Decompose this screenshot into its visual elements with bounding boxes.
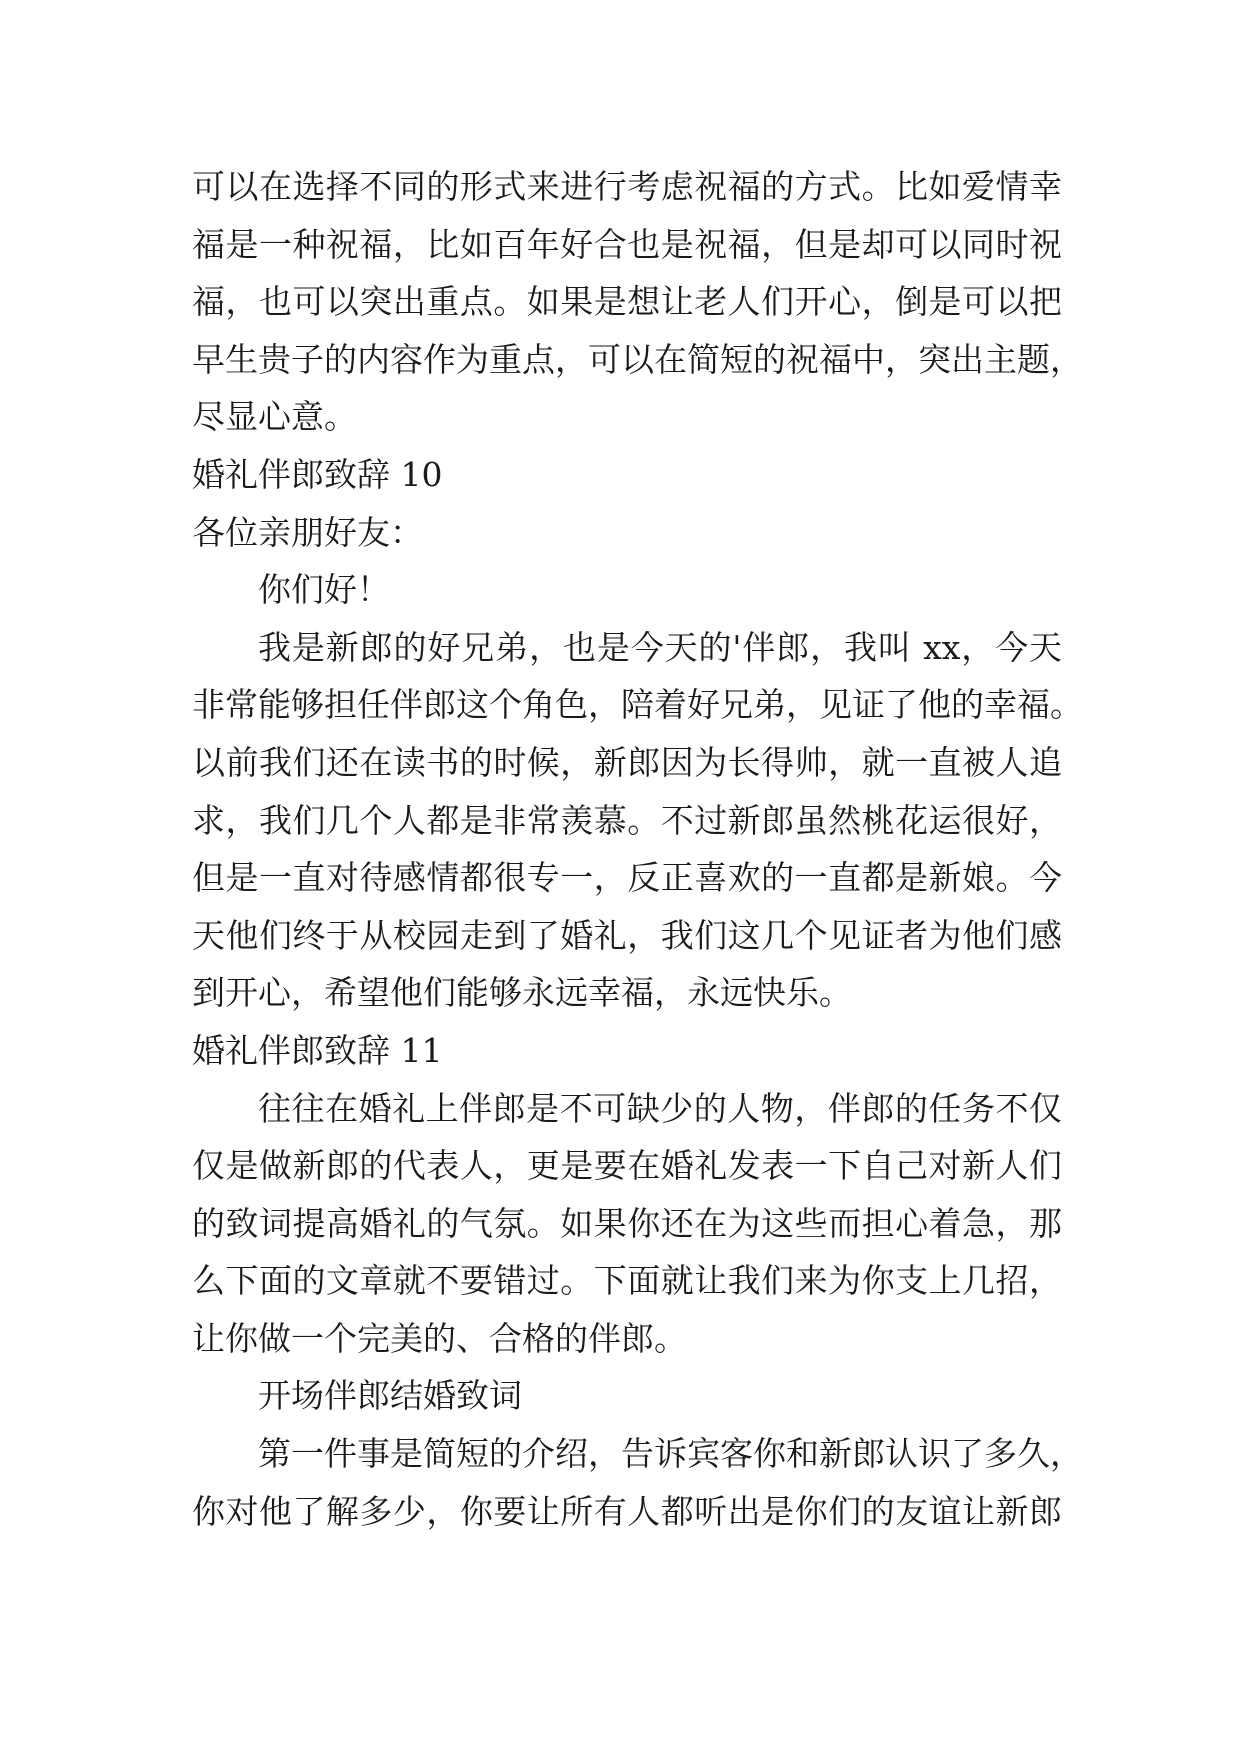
subheading: 开场伴郎结婚致词 xyxy=(258,1376,522,1416)
paragraph-line: 往往在婚礼上伴郎是不可缺少的人物，伴郎的任务不仅 xyxy=(258,1088,1062,1128)
paragraph-line: 但是一直对待感情都很专一，反正喜欢的一直都是新娘。今 xyxy=(192,858,1062,898)
paragraph-line: 天他们终于从校园走到了婚礼，我们这几个见证者为他们感 xyxy=(192,915,1062,955)
greeting: 你们好！ xyxy=(258,570,390,610)
paragraph-line: 你对他了解多少，你要让所有人都听出是你们的友谊让新郎 xyxy=(192,1491,1062,1531)
paragraph-line: 可以在选择不同的形式来进行考虑祝福的方式。比如爱情幸 xyxy=(192,167,1062,206)
paragraph-line: 我是新郎的好兄弟，也是今天的'伴郎，我叫 xx，今天 xyxy=(258,627,1062,667)
section-heading: 婚礼伴郎致辞 10 xyxy=(192,454,443,494)
paragraph-line: 非常能够担任伴郎这个角色，陪着好兄弟，见证了他的幸福。 xyxy=(192,685,1083,725)
paragraph-line: 尽显心意。 xyxy=(192,397,357,437)
salutation: 各位亲朋好友： xyxy=(192,512,423,552)
paragraph-line: 仅是做新郎的代表人，更是要在婚礼发表一下自己对新人们 xyxy=(192,1146,1062,1186)
paragraph-line: 福，也可以突出重点。如果是想让老人们开心，倒是可以把 xyxy=(192,282,1062,322)
document-body xyxy=(192,158,1083,1540)
paragraph-line: 福是一种祝福，比如百年好合也是祝福，但是却可以同时祝 xyxy=(192,224,1062,264)
paragraph-line: 的致词提高婚礼的气氛。如果你还在为这些而担心着急，那 xyxy=(192,1203,1062,1243)
paragraph-line: 求，我们几个人都是非常羡慕。不过新郎虽然桃花运很好， xyxy=(192,800,1062,840)
paragraph-line: 早生贵子的内容作为重点，可以在简短的祝福中，突出主题， xyxy=(192,339,1083,379)
paragraph-line: 么下面的文章就不要错过。下面就让我们来为你支上几招， xyxy=(192,1261,1062,1301)
section-heading: 婚礼伴郎致辞 11 xyxy=(192,1030,443,1070)
paragraph-line: 让你做一个完美的、合格的伴郎。 xyxy=(192,1318,687,1358)
paragraph-line: 以前我们还在读书的时候，新郎因为长得帅，就一直被人追 xyxy=(192,742,1062,782)
paragraph-line: 第一件事是简短的介绍，告诉宾客你和新郎认识了多久， xyxy=(258,1434,1083,1474)
paragraph-line: 到开心，希望他们能够永远幸福，永远快乐。 xyxy=(192,973,852,1013)
